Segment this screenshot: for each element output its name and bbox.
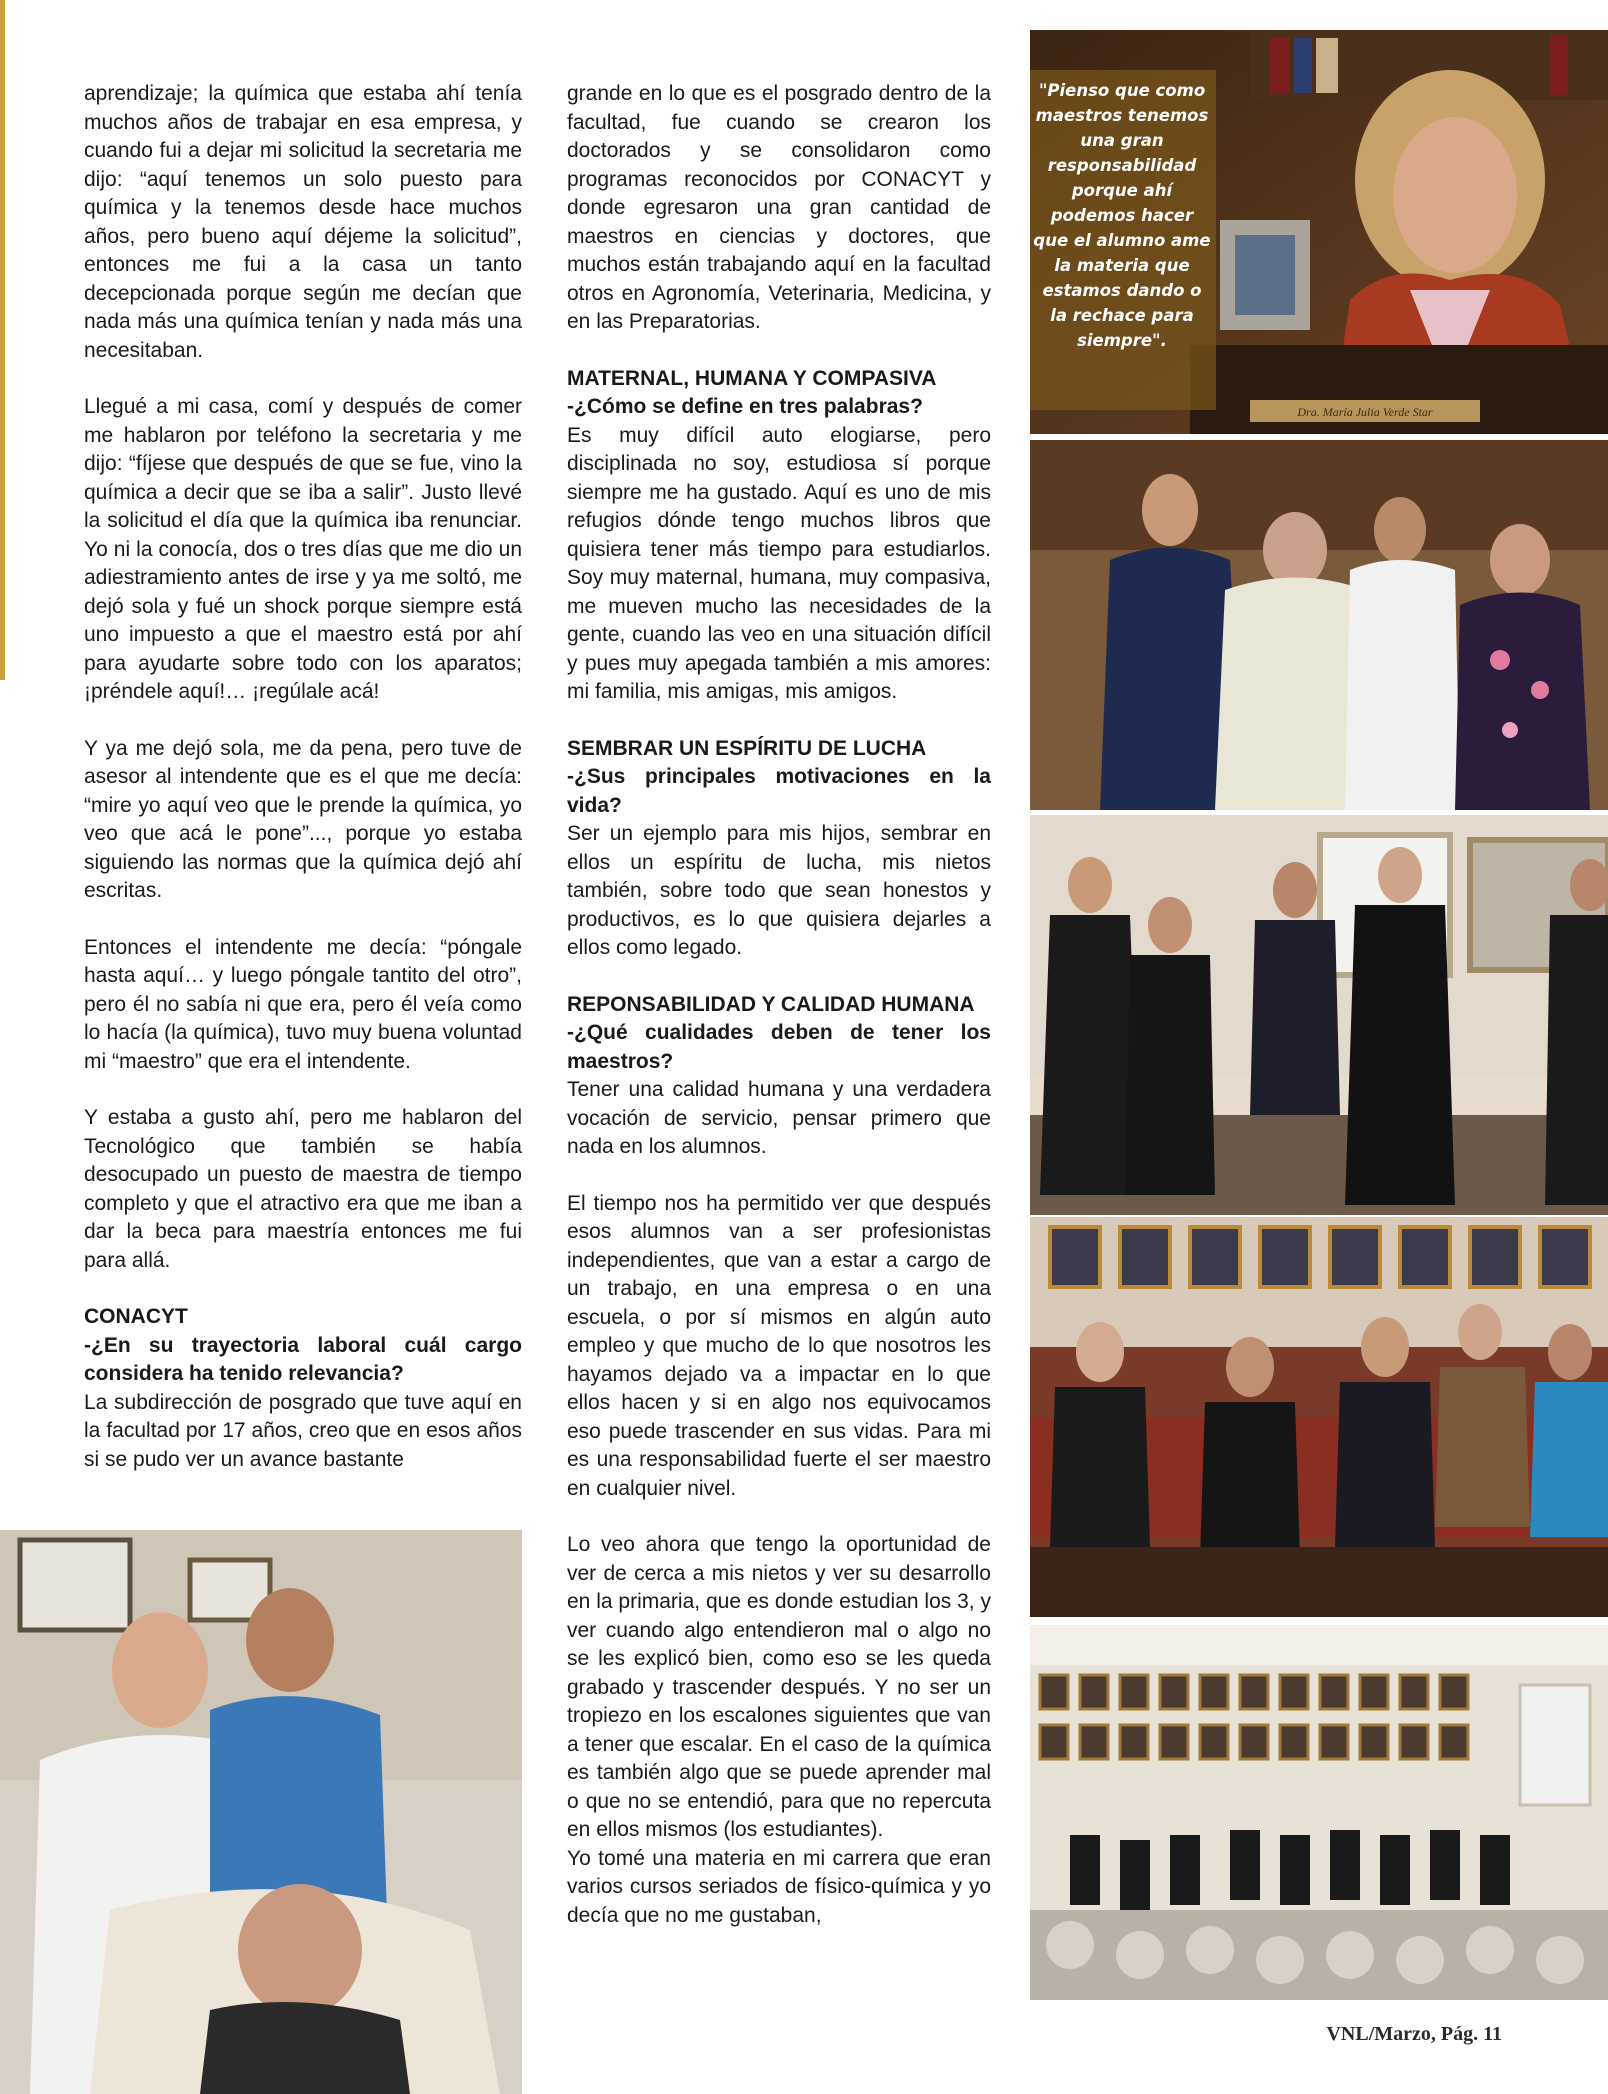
- paragraph: grande en lo que es el posgrado dentro de la facultad, fue cuando se crearon los doctorados y se consolidaron como programas reconocidos por CONACYT y donde egresaron una gran cantidad de maestros en ciencias y doctores, que muchos están trabajando aquí en la facultad otros en Agronomía, Veterinaria, Medicina, y en las Preparatorias.: [567, 82, 991, 333]
- interview-question: -¿Cómo se define en tres palabras?: [567, 395, 923, 418]
- section-heading-responsabilidad: REPONSABILIDAD Y CALIDAD HUMANA: [567, 992, 975, 1016]
- paragraph: Lo veo ahora que tengo la oportunidad de ver de cerca a mis nietos y ver su desarrollo en la primaria, que es donde estudian los 3, y ver cuando algo entendieron mal o algo no se les explicó bien, como eso se les queda grabado y trascender después. Y no ser un tropiezo en los escalones siguientes que van a tener que escalar. En el caso de la química es también algo que se puede aprender mal o que no se entendió, para que no repercuta en ellos mismos (los estudiantes).: [567, 1533, 991, 1841]
- section-heading-sembrar: SEMBRAR UN ESPÍRITU DE LUCHA: [567, 736, 927, 760]
- nameplate-text: Dra. María Julia Verde Star: [1297, 405, 1433, 419]
- paragraph: Y estaba a gusto ahí, pero me hablaron del Tecnológico que también se había desocupado un puesto de maestra de tiempo completo y que el atractivo era que me iban a dar la beca para maestría entonces me fui para allá.: [84, 1106, 522, 1272]
- interview-question: -¿Qué cualidades deben de tener los maestros?: [567, 1021, 991, 1073]
- pull-quote: "Pienso que como maestros tenemos una gran responsabilidad porque ahí podemos hacer que el alumno ame la materia que estamos dando o la rechace para siempre".: [1033, 81, 1211, 350]
- paragraph: La subdirección de posgrado que tuve aquí en la facultad por 17 años, creo que en esos años si se pudo ver un avance bastante: [84, 1390, 522, 1471]
- paragraph: Y ya me dejó sola, me da pena, pero tuve de asesor al intendente que es el que me decía: “mire yo aquí veo que le prende la química, yo veo que acá le pone”..., porque yo estaba siguiendo las normas que la química dejó ahí escritas.: [84, 736, 522, 902]
- paragraph: El tiempo nos ha permitido ver que después esos alumnos van a ser profesionistas independientes, que van a estar a cargo de un trabajo, en una empresa o en una escuela, o por sí mismos en algún auto empleo y que mucho de lo que nosotros les hayamos dejado va a impactar en lo que ellos hacen y si en algo nos equivocamos eso puede trascender en sus vidas. Para mi es una responsabilidad fuerte el ser maestro en cualquier nivel.: [567, 1191, 991, 1500]
- paragraph: aprendizaje; la química que estaba ahí tenía muchos años de trabajar en esa empresa, y cuando fui a dejar mi solicitud la secretaria me dijo: “aquí tenemos un solo puesto para química y la tenemos desde hace muchos años, pero bueno aquí déjeme la solicitud”, entonces me fui a la casa un tanto decepcionada porque según me decían que nada más una química tenían y nada más una necesitaban.: [84, 82, 522, 362]
- auditorium-photo: [1030, 1625, 1608, 2000]
- interview-question: -¿Sus principales motivaciones en la vida?: [567, 765, 991, 817]
- paragraph: Tener una calidad humana y una verdadera vocación de servicio, pensar primero que nada en los alumnos.: [567, 1078, 991, 1158]
- ceremony-photo: [1030, 815, 1608, 1215]
- paragraph: Llegué a mi casa, comí y después de comer me hablaron por teléfono la secretaria y me dijo: “fíjese que después de que se fue, vino la química a decir que se iba a salir”. Justo llevé la solicitud el día que la química iba renunciar. Yo ni la conocía, dos o tres días que me dio un adiestramiento antes de irse y ya me soltó, me dejó sola y fué un shock porque siempre está uno impuesto a que el maestro está por ahí para ayudarte sobre todo con los aparatos; ¡préndele aquí!… ¡regúlale acá!: [84, 395, 522, 703]
- paragraph: Es muy difícil auto elogiarse, pero disciplinada no soy, estudiosa sí porque siempre me ha gustado. Aquí es uno de mis refugios dónde tengo muchos libros que quisiera tener más tiempo para estudiarlos. Soy muy maternal, humana, muy compasiva, me mueven mucho las necesidades de la gente, cuando las veo en una situación difícil y pues muy apegada también a mis amores: mi familia, mis amigas, mis amigos.: [567, 423, 991, 703]
- section-heading-conacyt: CONACYT: [84, 1305, 188, 1328]
- article-column-2: [567, 80, 991, 1930]
- paragraph: Yo tomé una materia en mi carrera que eran varios cursos seriados de físico-química y yo decía que no me gustaban,: [567, 1846, 991, 1927]
- paragraph: Ser un ejemplo para mis hijos, sembrar en ellos un espíritu de lucha, mis nietos también, sobre todo que sean honestos y productivos, es lo que quisiera dejarles a ellos como legado.: [567, 822, 991, 959]
- group-photo-four: [1030, 440, 1608, 810]
- paragraph: Entonces el intendente me decía: “póngale hasta aquí… y luego póngale tantito del otro”, pero él no sabía ni que era, pero él veía como lo hacía (la química), tuvo muy buena voluntad mi “maestro” que era el intendente.: [84, 935, 522, 1073]
- family-photo: [0, 1530, 522, 2094]
- article-column-1: [84, 80, 522, 1474]
- interview-question: -¿En su trayectoria laboral cuál cargo considera ha tenido relevancia?: [84, 1333, 522, 1385]
- section-heading-maternal: MATERNAL, HUMANA Y COMPASIVA: [567, 366, 937, 390]
- gold-margin-rule: [0, 0, 5, 680]
- panel-photo: [1030, 1217, 1608, 1617]
- page-footer: VNL/Marzo, Pág. 11: [1326, 2023, 1502, 2045]
